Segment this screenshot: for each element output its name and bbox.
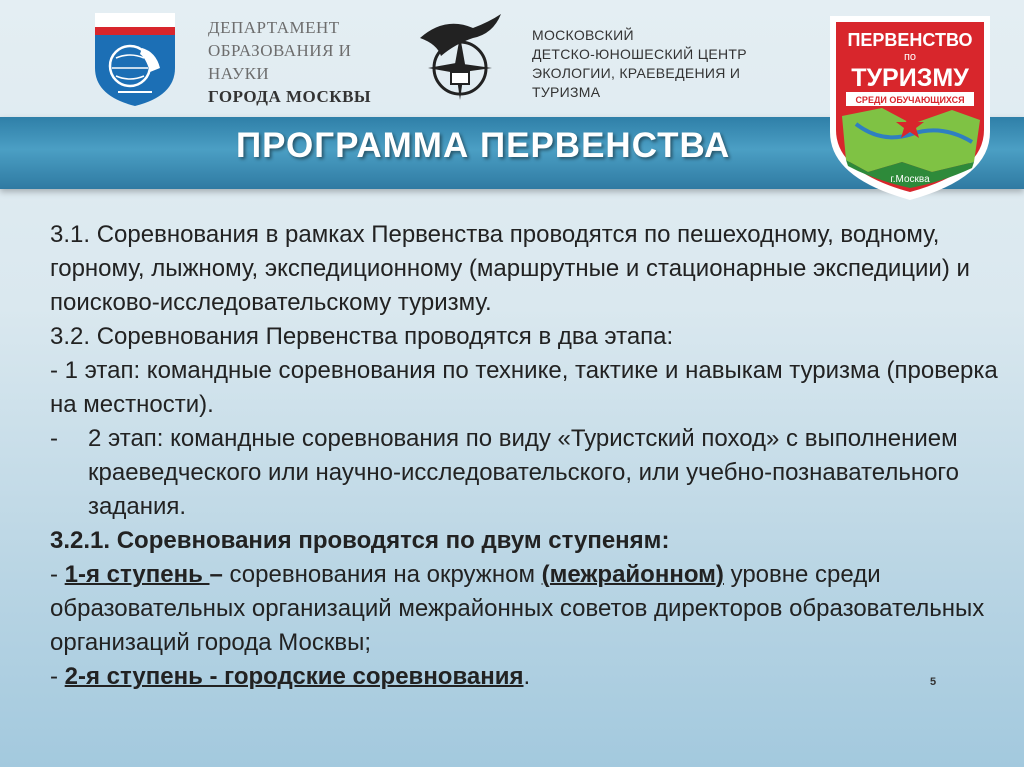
dept-line-3: НАУКИ (208, 64, 270, 83)
step-1-dash: – (209, 561, 230, 588)
step-2-prefix: - (50, 663, 65, 690)
paragraph-3-2-1 (50, 524, 1000, 558)
dept-line-2: ОБРАЗОВАНИЯ И (208, 41, 352, 60)
paragraph-3-2: 3.2. Соревнования Первенства проводятся в два этапа: (50, 323, 674, 350)
paragraph-stage-1: - 1 этап: командные соревнования по технике, тактике и навыкам туризма (проверка на местности). (50, 357, 998, 418)
center-line-3: ЭКОЛОГИИ, КРАЕВЕДЕНИЯ И (532, 65, 741, 81)
eagle-compass-icon (415, 8, 505, 108)
page-number: 5 (930, 676, 937, 688)
step-1-prefix: - (50, 561, 65, 588)
step-1-rest: уровне среди образовательных организаций межрайонных советов директоров образовательных организаций города Москвы; (50, 561, 985, 656)
stage-2-dash: - (50, 425, 58, 452)
department-name (208, 16, 408, 108)
badge-line-1: ПЕРВЕНСТВО (847, 30, 973, 50)
step-1-interdistrict: (межрайонном) (541, 561, 724, 588)
center-line-4: ТУРИЗМА (532, 84, 601, 100)
paragraph-3-1: 3.1. Соревнования в рамках Первенства проводятся по пешеходному, водному, горному, лыжному, экспедиционному (маршрутные и стационарные экспедиции) и поисково-исследовательскому туризму. (50, 221, 970, 316)
content-body (50, 218, 1000, 694)
step-2-suffix: . (523, 663, 531, 690)
championship-badge-icon (822, 12, 998, 202)
paragraph-step-2 (50, 660, 1000, 694)
step-1-label: 1-я ступень (64, 561, 210, 588)
center-name (532, 26, 802, 102)
badge-ribbon: СРЕДИ ОБУЧАЮЩИХСЯ (855, 95, 965, 105)
paragraph-3-2-1-text: 3.2.1. Соревнования проводятся по двум ступеням: (50, 527, 670, 554)
badge-city: г.Москва (890, 174, 930, 185)
center-line-2: ДЕТСКО-ЮНОШЕСКИЙ ЦЕНТР (532, 46, 747, 62)
paragraph-stage-2 (50, 422, 1000, 524)
dept-line-4: ГОРОДА МОСКВЫ (208, 87, 372, 106)
department-emblem-icon (90, 8, 180, 108)
slide-title: ПРОГРАММА ПЕРВЕНСТВА (236, 126, 731, 165)
dept-line-1: ДЕПАРТАМЕНТ (208, 18, 340, 37)
paragraph-step-1 (50, 558, 1000, 660)
step-2-label: 2-я ступень - городские соревнования (64, 663, 524, 690)
center-line-1: МОСКОВСКИЙ (532, 27, 634, 43)
stage-2-text: 2 этап: командные соревнования по виду «Туристский поход» с выполнением краеведческого или научно-исследовательского, или учебно-познавательного задания. (88, 425, 960, 520)
badge-line-3: ТУРИЗМУ (851, 64, 969, 92)
step-1-text: соревнования на окружном (229, 561, 542, 588)
badge-line-2: по (903, 51, 917, 63)
